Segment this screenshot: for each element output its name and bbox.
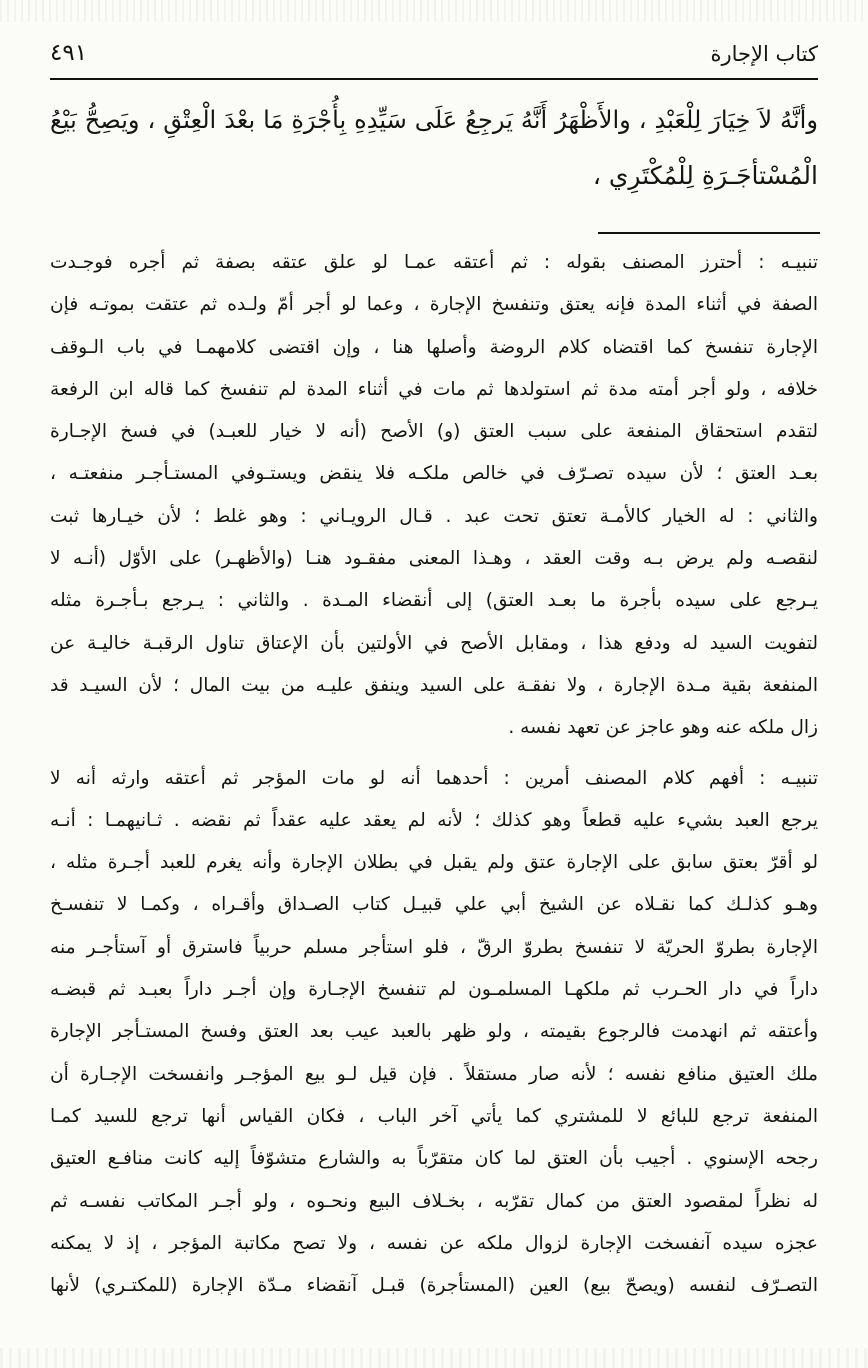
commentary-line: الصفة في أثناء المدة فإنه يعتق وتنفسخ الإجارة ، وعما لو أجر أمّ ولـده ثم عتقت بموتـه فإن	[50, 294, 818, 316]
commentary-line: عجزه سيده آنفسخت الإجارة لزوال ملكه عن نفسه ، ولا تصح مكاتبة المؤجر ، إذ لا يمكنه	[50, 1232, 818, 1254]
main-text	[50, 92, 818, 204]
main-text-line: الْمُسْتأجَـرَةِ لِلْمُكْتَرِي ،	[592, 161, 818, 190]
commentary-line: لو أقرّ بعتق سابق على الإجارة عتق ولم يقبل في بطلان الإجارة وأنه يغرم للعبد أجـرة مثله ،	[50, 852, 818, 874]
commentary	[50, 242, 818, 1307]
commentary-line: لتفويت السيد له ودفع هذا ، ومقابل الأصح في الأولتين بأن الإعتاق تناول الرقبـة خاليـة عن	[50, 632, 818, 654]
commentary-line: الإجارة تنفسخ كما اقتضاه كلام الروضة وأصلها هنا ، وإن اقتضى كلامهمـا في باب الـوقف	[50, 336, 818, 358]
commentary-line: لتقدم استحقاق المنفعة على سبب العتق (و) الأصح (أنه لا خيار للعبـد) في فسخ الإجـارة	[50, 421, 818, 443]
main-text-divider	[598, 232, 820, 234]
scan-noise-bottom	[0, 1348, 868, 1368]
commentary-line: وأعتقه ثم انهدمت فالرجوع بقيمته ، ولو ظهر بالعبد عيب بعد العتق وفسخ المستـأجر الإجارة	[50, 1021, 818, 1043]
commentary-line: بعـد العتق ؛ لأن سيده تصـرّف في خالص ملكـه فلا ينقض ويستـوفي المستـأجـر منفعتـه ،	[50, 463, 818, 485]
commentary-paragraph-1	[50, 242, 818, 750]
paragraph-gap	[50, 750, 818, 758]
main-text-line: وأنَّهُ لاَ خِيَارَ لِلْعَبْدِ ، والأَظْهَرُ أَنَّهُ يَرجِعُ عَلَى سَيِّدِهِ بِأُجْرَةِ مَا بعْدَ الْعِتْقِ ، ويَصِحُّ بَيْعُ	[50, 106, 818, 134]
commentary-line: لنقصـه ولم يرض بـه وقت العقد ، وهـذا المعنى مفقـود هنـا (والأظهـر) على الأوّل (أنـه لا	[50, 548, 818, 570]
commentary-line: ملك العتيق منافع نفسه ؛ لأنه صار مستقلاً . فإن قيل لـو بيع المؤجـر وانفسخت الإجـارة أن	[50, 1063, 818, 1085]
commentary-line: يرجع العبد بشيء عليه قطعاً وهو كذلك ؛ لأنه لم يعقد عليه عقداً ثم نقضه . ثـانيهمـا : أنـه	[50, 809, 818, 831]
scan-noise-top	[0, 0, 868, 22]
header-divider	[50, 78, 818, 80]
commentary-line: المنفعة بقية مـدة الإجارة ، ولا نفقـة على السيد وينفق عليـه من بيت المال ؛ لأن السيـد قد	[50, 674, 818, 696]
chapter-title: كتاب الإجارة	[710, 42, 818, 66]
commentary-line: زال ملكه عنه وهو عاجز عن تعهد نفسه .	[508, 717, 818, 739]
page-header	[50, 38, 818, 82]
commentary-line: المنفعة ترجع للبائع لا للمشتري كما يأتي آخر الباب ، فكان القياس أنها ترجع للسيد كمـا	[50, 1105, 818, 1127]
commentary-line: التصـرّف لنفسه (ويصحّ بيع) العين (المستأجرة) قبـل آنقضاء مـدّة الإجارة (للمكتـري) لأنها	[50, 1275, 818, 1297]
commentary-paragraph-2	[50, 758, 818, 1308]
commentary-line: الإجارة بطروّ الحريّة لا تنفسخ بطروّ الرقّ ، فلو استأجر مسلم حربياً فاسترق أو آستأجـر منه	[50, 936, 818, 958]
commentary-line: والثاني : له الخيار كالأمـة تعتق تحت عبد . قـال الرويـاني : وهو غلط ؛ لأن خيـارها ثبت	[50, 505, 818, 527]
commentary-line: خلافه ، ولو أجر أمته مدة ثم استولدها ثم مات في أثناء المدة لم تنفسخ كما قاله ابن الرفعة	[50, 378, 818, 400]
page-number: ٤٩١	[50, 40, 88, 66]
commentary-line: وهـو كذلـك كما نقـلاه عن الشيخ أبي علي قبيـل كتاب الصـداق وأقـراه ، وكمـا لا تنفسـخ	[50, 894, 818, 916]
commentary-line: داراً في دار الحـرب ثم ملكهـا المسلمـون لم تنفسخ الإجـارة وإن أجـر داراً بعبـد ثم قبضـه	[50, 979, 818, 1001]
commentary-line: رجحه الإسنوي . أجيب بأن العتق لما كان متقرّباً به والشارع متشوّفاً إليه كانت منافـع العتيق	[50, 1148, 818, 1170]
commentary-line: له نظراً لمقصود العتق من كمال تقرّبه ، بخـلاف البيع ونحـوه ، ولو أجـر المكاتب نفسـه ثم	[50, 1190, 818, 1212]
commentary-line: تنبيـه : أحترز المصنف بقوله : ثم أعتقه عمـا لو علق عتقه بصفة ثم أجره فوجـدت	[50, 252, 818, 273]
commentary-line: يـرجع على سيده بأجرة ما بعـد العتق) إلى أنقضاء المـدة . والثاني : يـرجع بـأجـرة مثله	[50, 590, 818, 612]
commentary-line: تنبيـه : أفهم كلام المصنف أمرين : أحدهما أنه لو مات المؤجر ثم أعتقه وارثه أنه لا	[50, 767, 818, 789]
